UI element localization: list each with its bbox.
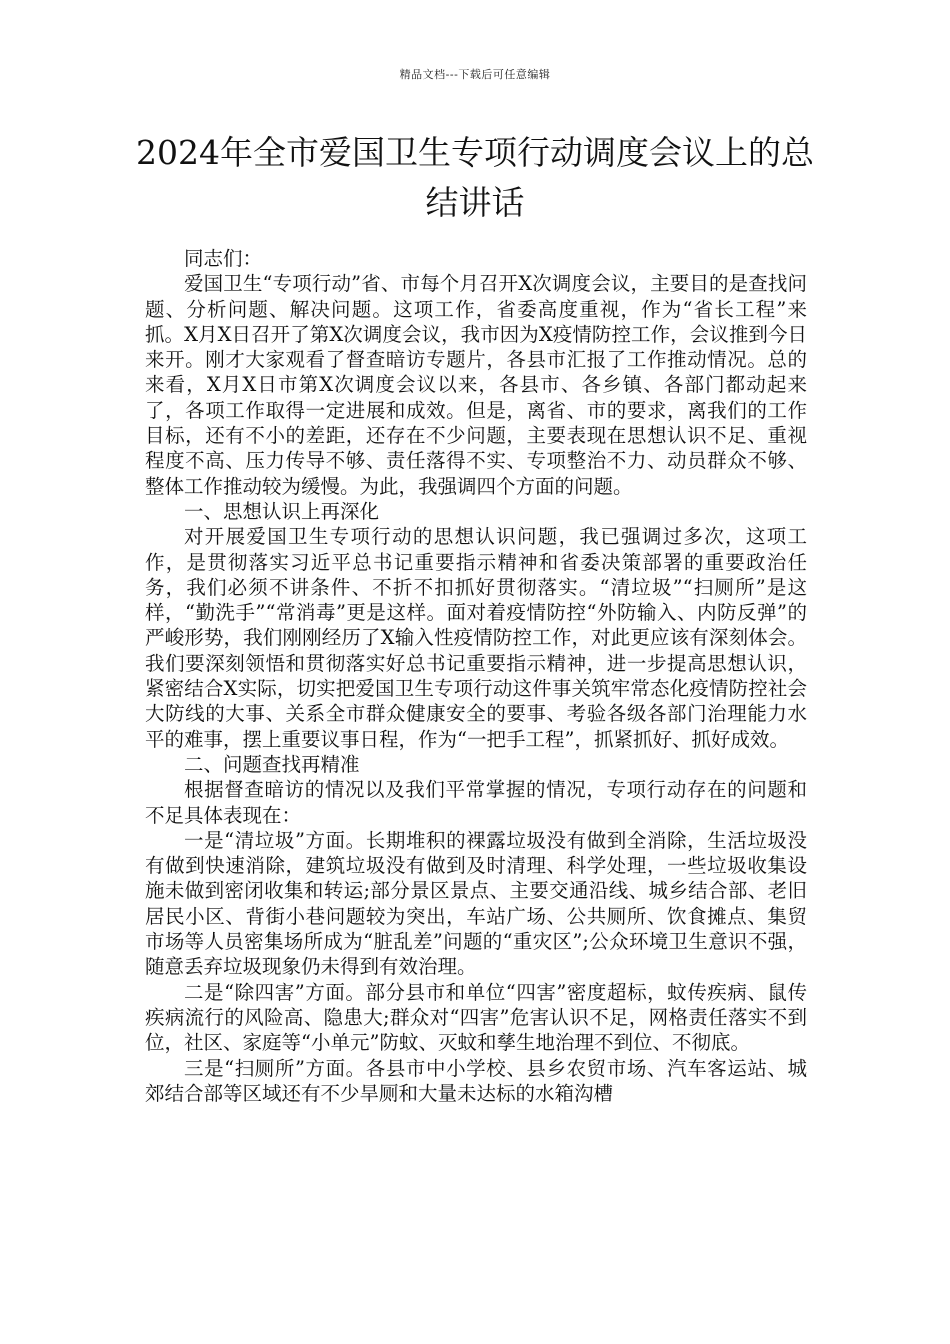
- section-heading-2: 二、问题查找再精准: [184, 752, 360, 776]
- paragraph-four-pests: 二是“除四害”方面。部分县市和单位“四害”密度超标，蚊传疾病、鼠传疾病流行的风险高、隐患大;群众对“四害”危害认识不足，网格责任落实不到位，社区、家庭等“小单元”防蚊、灭蚊和孳生地治理不到位、不彻底。: [145, 980, 807, 1055]
- paragraph-section-1: 对开展爱国卫生专项行动的思想认识问题，我已强调过多次，这项工作，是贯彻落实习近平总书记重要指示精神和省委决策部署的重要政治任务，我们必须不讲条件、不折不扣抓好贯彻落实。“清垃圾”“扫厕所”是这样，“勤洗手”“常消毒”更是这样。面对着疫情防控“外防输入、内防反弹”的严峻形势，我们刚刚经历了X输入性疫情防控工作，对此更应该有深刻体会。我们要深刻领悟和贯彻落实好总书记重要指示精神，进一步提高思想认识，紧密结合X实际，切实把爱国卫生专项行动这件事关筑牢常态化疫情防控社会大防线的大事、关系全市群众健康安全的要事、考验各级各部门治理能力水平的难事，摆上重要议事日程，作为“一把手工程”，抓紧抓好、抓好成效。: [145, 525, 807, 751]
- page-header: 精品文档---下载后可任意编辑: [399, 68, 551, 81]
- document-body: [145, 246, 807, 1106]
- document-title: 2024年全市爱国卫生专项行动调度会议上的总结讲话: [136, 133, 814, 222]
- paragraph-toilets: 三是“扫厕所”方面。各县市中小学校、县乡农贸市场、汽车客运站、城郊结合部等区域还有不少旱厕和大量未达标的水箱沟槽: [145, 1056, 807, 1105]
- salutation: 同志们：: [184, 247, 263, 270]
- paragraph-intro: 爱国卫生“专项行动”省、市每个月召开X次调度会议，主要目的是查找问题、分析问题、解决问题。这项工作，省委高度重视，作为“省长工程”来抓。X月X日召开了第X次调度会议，我市因为X疫情防控工作，会议推到今日来开。刚才大家观看了督查暗访专题片，各县市汇报了工作推动情况。总的来看，X月X日市第X次调度会议以来，各县市、各乡镇、各部门都动起来了，各项工作取得一定进展和成效。但是，离省、市的要求，离我们的工作目标，还有不小的差距，还存在不少问题，主要表现在思想认识不足、重视程度不高、压力传导不够、责任落得不实、专项整治不力、动员群众不够、整体工作推动较为缓慢。为此，我强调四个方面的问题。: [145, 272, 807, 498]
- paragraph-garbage: 一是“清垃圾”方面。长期堆积的裸露垃圾没有做到全消除，生活垃圾没有做到快速消除，建筑垃圾没有做到及时清理、科学处理，一些垃圾收集设施未做到密闭收集和转运;部分景区景点、主要交通沿线、城乡结合部、老旧居民小区、背街小巷问题较为突出，车站广场、公共厕所、饮食摊点、集贸市场等人员密集场所成为“脏乱差”问题的“重灾区”;公众环境卫生意识不强，随意丢弃垃圾现象仍未得到有效治理。: [145, 828, 807, 979]
- paragraph-section-2-intro: 根据督查暗访的情况以及我们平常掌握的情况，专项行动存在的问题和不足具体表现在：: [145, 778, 807, 827]
- section-heading-1: 一、思想认识上再深化: [184, 499, 380, 523]
